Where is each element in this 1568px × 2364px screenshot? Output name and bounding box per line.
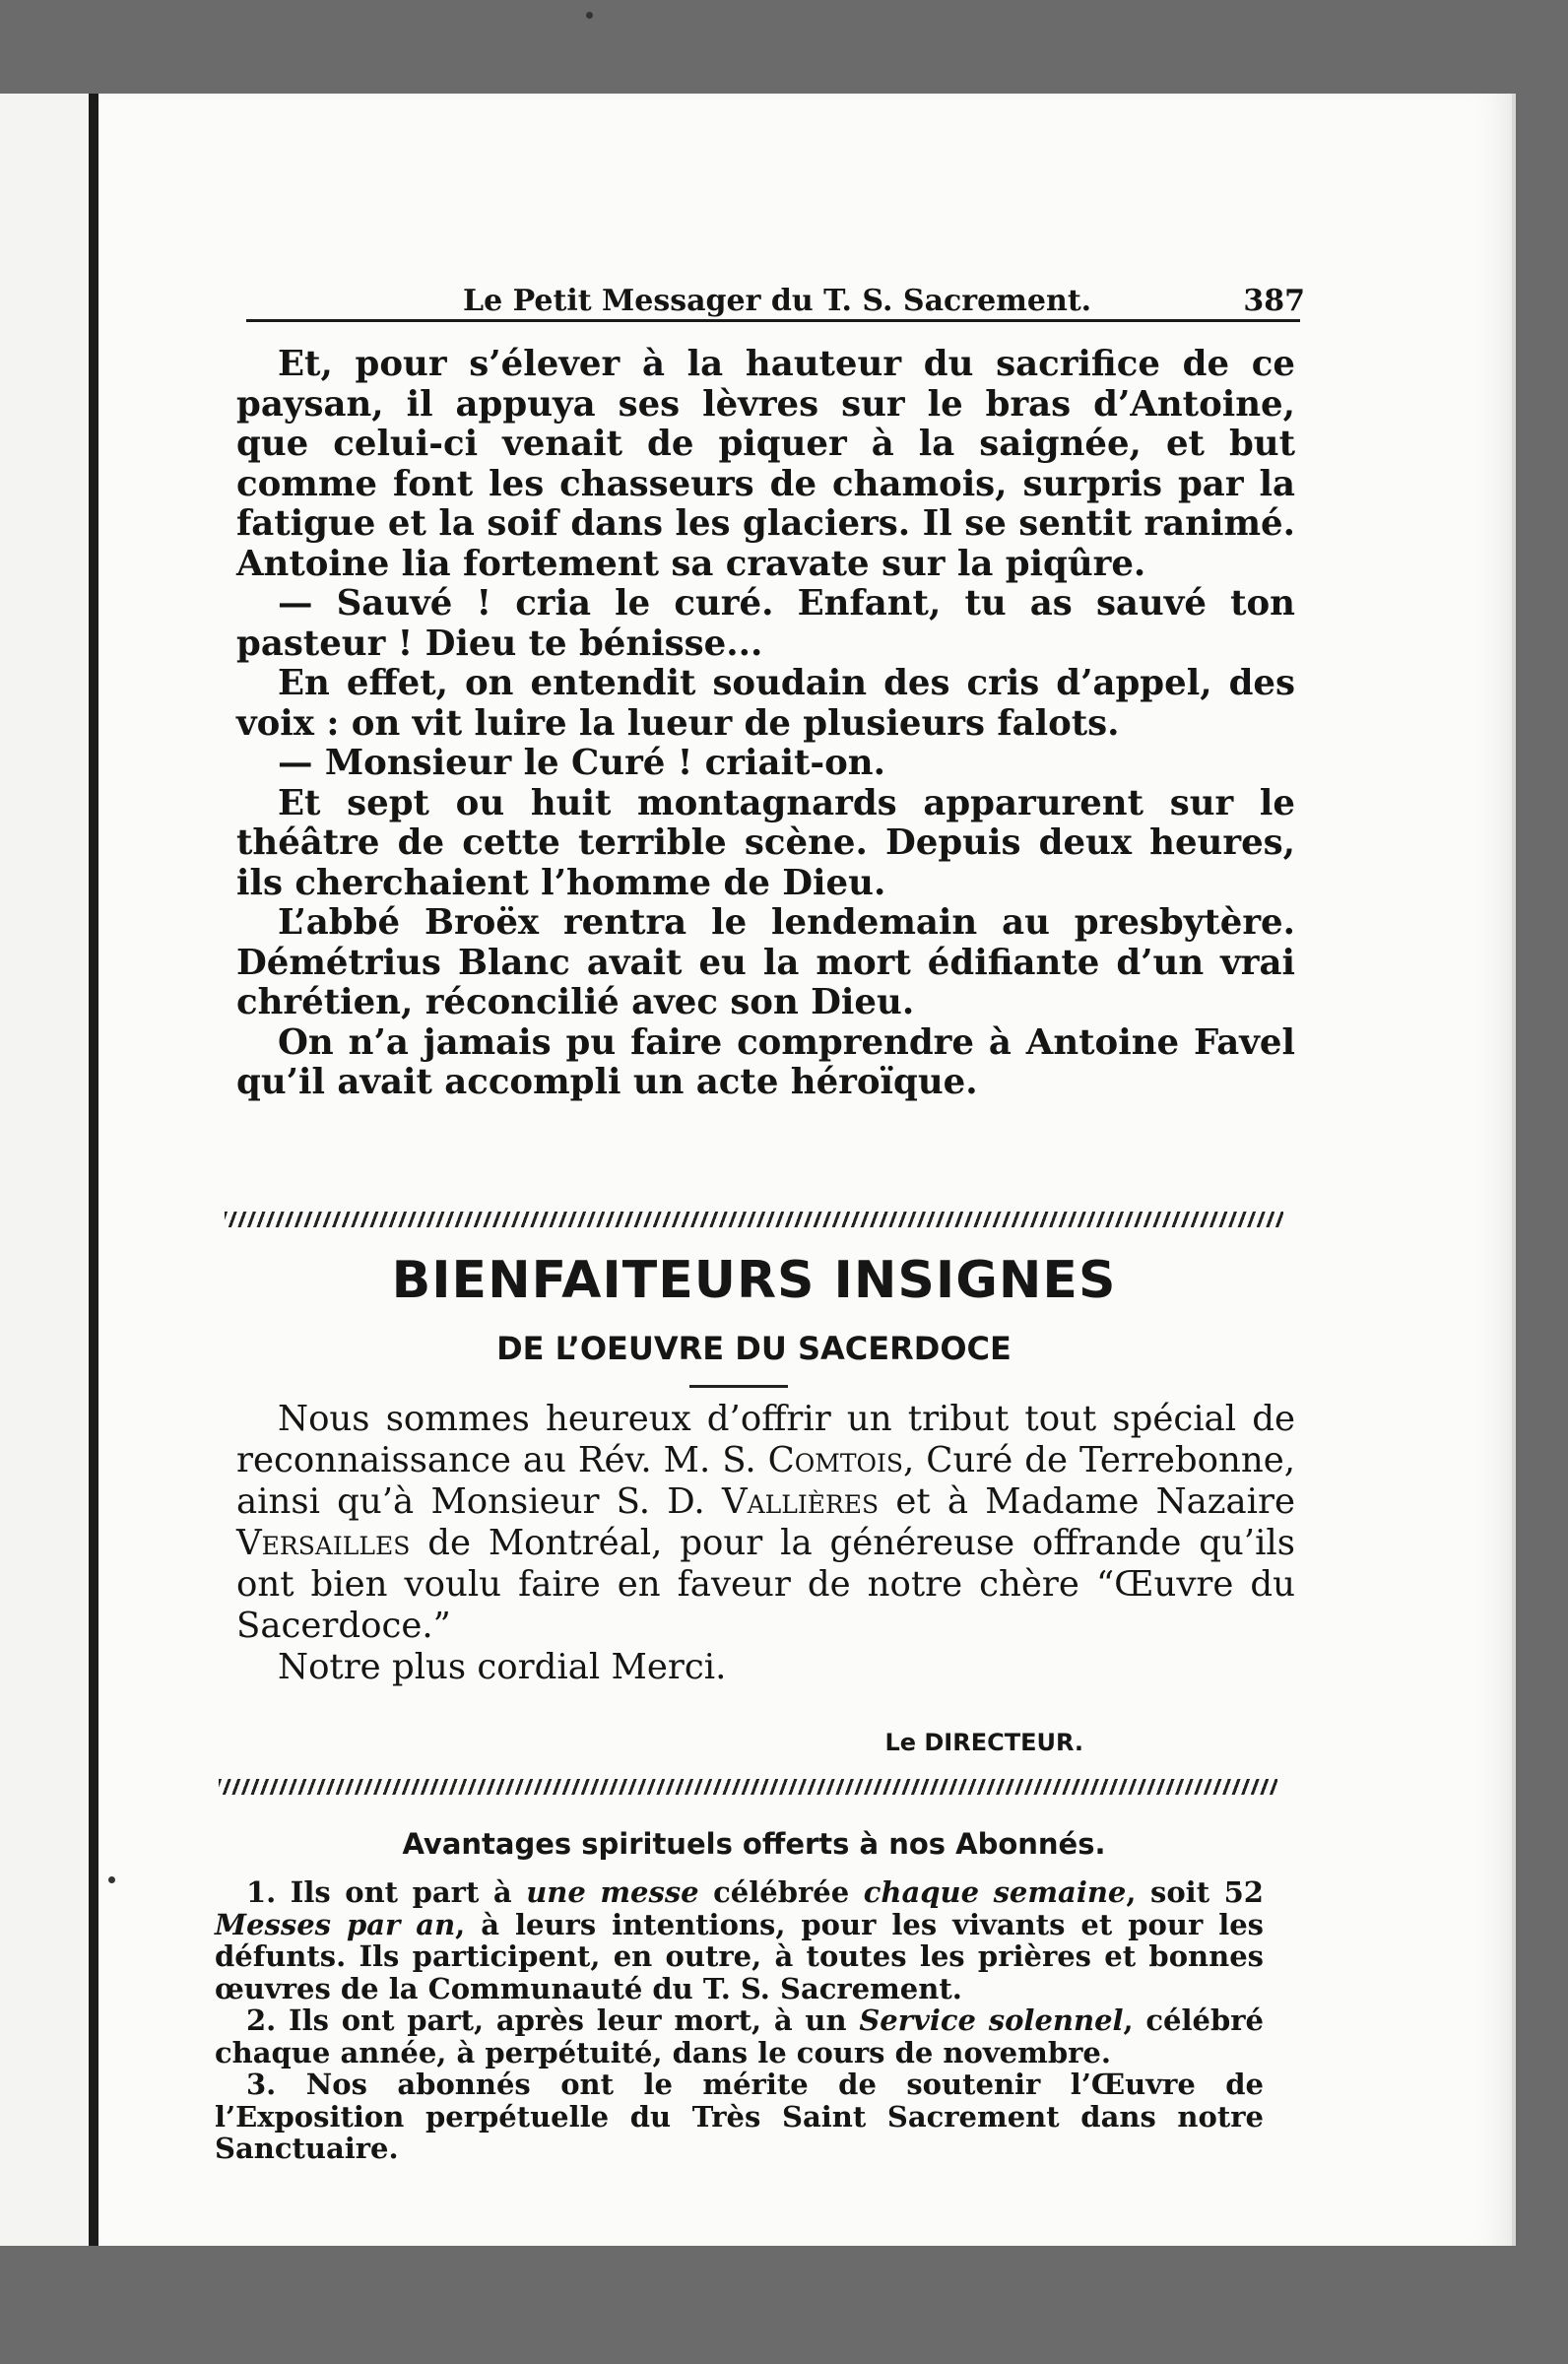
notice-text: et à Madame Nazaire xyxy=(879,1481,1295,1522)
story-text xyxy=(236,345,1295,1103)
story-paragraph: — Sauvé ! cria le curé. Enfant, tu as sauvé ton pasteur ! Dieu te bénisse... xyxy=(236,583,1295,664)
benefit-text: , à leurs intentions, pour les vivants et pour les défunts. Ils participent, en outre, à toutes les prières et bonnes œuvres de la Communauté du T. S. Sacrement. xyxy=(215,1907,1264,2005)
benefit-emphasis: une messe xyxy=(526,1875,699,1909)
benefactor-name: Comtois xyxy=(767,1440,904,1480)
story-paragraph: — Monsieur le Curé ! criait-on. xyxy=(278,743,885,783)
scan-speck xyxy=(108,1876,115,1883)
notice-text: Nous sommes heureux d’offrir un tribut tout spécial de reconnaissance au Rév. M. S. xyxy=(236,1399,1295,1480)
story-paragraph: Et sept ou huit montagnards apparurent sur le théâtre de cette terrible scène. Depuis deux heures, ils cherchaient l’homme de Dieu. xyxy=(236,782,1295,903)
benefit-item xyxy=(215,1876,1264,2004)
benefits-title: Avantages spirituels offerts à nos Abonnés. xyxy=(402,1827,1106,1861)
notice-paragraph xyxy=(236,1399,1295,1647)
benefit-text: 1. Ils ont part à xyxy=(246,1875,527,1909)
facing-page-edge xyxy=(0,94,98,2246)
benefit-emphasis: Service solennel xyxy=(859,2003,1124,2037)
section-subtitle: DE L’OEUVRE DU SACERDOCE xyxy=(496,1330,1012,1367)
scan-speck xyxy=(586,12,593,19)
running-head xyxy=(246,284,1305,318)
hatched-divider xyxy=(225,1212,1283,1227)
story-paragraph: On n’a jamais pu faire comprendre à Antoine Favel qu’il avait accompli un acte héroïque. xyxy=(236,1021,1295,1102)
hatched-divider xyxy=(219,1779,1277,1795)
benefit-text: , célébré chaque année, à perpétuité, dans le cours de novembre. xyxy=(215,2003,1264,2069)
notice-text: , Curé de Terrebonne, ainsi qu’à Monsieur S. D. xyxy=(236,1440,1296,1522)
benefits-list xyxy=(215,1876,1264,2165)
benefit-text: 2. Ils ont part, après leur mort, à un xyxy=(246,2003,860,2037)
story-paragraph: En effet, on entendit soudain des cris d’appel, des voix : on vit luire la lueur de plusieurs falots. xyxy=(236,663,1295,744)
page-number: 387 xyxy=(1243,284,1305,318)
header-rule xyxy=(246,319,1300,322)
benefit-text: , soit 52 xyxy=(1126,1875,1264,1909)
notice-text: de Montréal, pour la généreuse offrande qu’ils ont bien voulu faire en faveur de notre chère “Œuvre du Sacerdoce.” xyxy=(236,1523,1295,1646)
benefit-item xyxy=(215,2004,1264,2068)
benefit-emphasis: Messes par an xyxy=(215,1907,456,1941)
story-paragraph: Et, pour s’élever à la hauteur du sacrifice de ce paysan, il appuya ses lèvres sur le bras d’Antoine, que celui-ci venait de piquer à la saignée, et but comme font les chasseurs de chamois, surpris par la fatigue et la soif dans les glaciers. Il se sentit ranimé. Antoine lia fortement sa cravate sur la piqûre. xyxy=(236,344,1295,584)
benefactor-name: Vallières xyxy=(721,1481,880,1522)
benefactor-name: Versailles xyxy=(236,1523,411,1563)
benefactors-notice xyxy=(236,1399,1295,1688)
thanks-line: Notre plus cordial Merci. xyxy=(278,1647,727,1687)
running-title: Le Petit Messager du T. S. Sacrement. xyxy=(463,284,1092,318)
benefit-item: 3. Nos abonnés ont le mérite de soutenir l’Œuvre de l’Exposition perpétuelle du Très Saint Sacrement dans notre Sanctuaire. xyxy=(215,2068,1264,2165)
benefit-emphasis: chaque semaine xyxy=(863,1875,1127,1909)
section-title: BIENFAITEURS INSIGNES xyxy=(391,1251,1117,1310)
story-paragraph: L’abbé Broëx rentra le lendemain au presbytère. Démétrius Blanc avait eu la mort édifiante d’un vrai chrétien, réconcilié avec son Dieu. xyxy=(236,902,1295,1022)
benefit-text: célébrée xyxy=(698,1875,864,1909)
signature: Le DIRECTEUR. xyxy=(884,1729,1083,1756)
short-divider xyxy=(689,1385,788,1388)
